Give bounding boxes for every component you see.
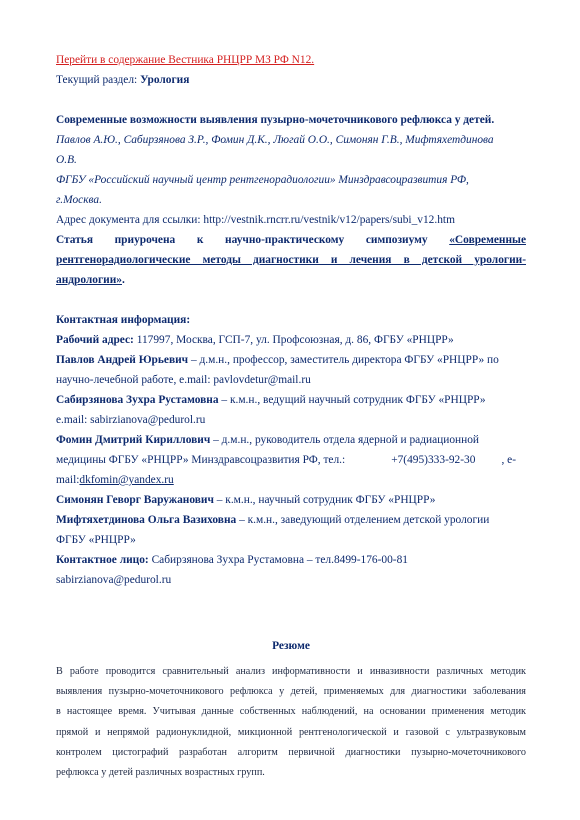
work-value: 117997, Москва, ГСП-7, ул. Профсоюзная, д. 86, ФГБУ «РНЦРР» bbox=[133, 334, 454, 346]
sabir-email: e.mail: sabirzianova@pedurol.ru bbox=[56, 414, 206, 426]
pavlov-info: – д.м.н., профессор, заместитель директора ФГБУ «РНЦРР» по bbox=[188, 354, 499, 366]
symposium-line-2 bbox=[56, 250, 526, 270]
address-label: Адрес документа для ссылки: bbox=[56, 214, 204, 226]
resume-line: прямой и непрямой радионуклидной, микционной рентгенологической и газовой с ультразвуковым bbox=[56, 726, 526, 738]
document-page bbox=[56, 50, 526, 783]
mif-line-2: ФГБУ «РНЦРР» bbox=[56, 534, 136, 546]
spacer bbox=[56, 290, 526, 310]
pavlov-line bbox=[56, 350, 526, 370]
contact-label: Контактное лицо: bbox=[56, 554, 149, 566]
pavlov-name: Павлов Андрей Юрьевич bbox=[56, 354, 189, 366]
symposium-line-3 bbox=[56, 270, 526, 290]
fomin-phone: +7(495)333-92-30 bbox=[391, 454, 476, 466]
address-line bbox=[56, 210, 526, 230]
mif-info: – к.м.н., заведующий отделением детской урологии bbox=[236, 514, 490, 526]
simon-info: – к.м.н., научный сотрудник ФГБУ «РНЦРР» bbox=[213, 494, 436, 506]
fomin-name: Фомин Дмитрий Кириллович bbox=[56, 434, 211, 446]
simon-line bbox=[56, 490, 526, 510]
spacer bbox=[56, 90, 526, 110]
simon-name: Симонян Геворг Варужанович bbox=[56, 494, 214, 506]
contents-link[interactable]: Перейти в содержание Вестника РНЦРР МЗ РФ N12. bbox=[56, 54, 315, 66]
resume-line: контролем цистографий разработан алгоритм первичной диагностики пузырно-мочеточникового bbox=[56, 746, 526, 758]
work-address bbox=[56, 330, 526, 350]
sabir-info: – к.м.н., ведущий научный сотрудник ФГБУ «РНЦРР» bbox=[218, 394, 486, 406]
pavlov-line-2: научно-лечебной работе, e.mail: pavlovdetur@mail.ru bbox=[56, 374, 311, 386]
resume-line: в настоящее время. Учитывая данные собственных наблюдений, на основании применения методик bbox=[56, 706, 526, 718]
contact-email: sabirzianova@pedurol.ru bbox=[56, 574, 172, 586]
sabir-name: Сабирзянова Зухра Рустамовна bbox=[56, 394, 219, 406]
fomin-mail-link[interactable]: dkfomin@yandex.ru bbox=[79, 474, 174, 486]
org-line-1: ФГБУ «Российский научный центр рентгенорадиологии» Минздравсоцразвития РФ, bbox=[56, 174, 469, 186]
resume-body bbox=[56, 662, 526, 783]
spacer bbox=[56, 590, 526, 636]
symposium-link-1[interactable]: «Современные bbox=[449, 234, 526, 246]
contact-value: Сабирзянова Зухра Рустамовна – тел.8499-176-00-81 bbox=[148, 554, 408, 566]
resume-heading: Резюме bbox=[272, 640, 310, 652]
symposium-line-1 bbox=[56, 230, 526, 250]
contact-person-line bbox=[56, 550, 526, 570]
authors-line-1: Павлов А.Ю., Сабирзянова З.Р., Фомин Д.К., Люгай О.О., Симонян Г.В., Мифтяхетдинова bbox=[56, 134, 494, 146]
resume-line: рефлюкса у детей различных возрастных групп. bbox=[56, 767, 265, 779]
symposium-prefix: Статья приурочена к научно-практическому симпозиуму bbox=[56, 234, 450, 246]
fomin-mail-prefix: mail: bbox=[56, 474, 80, 486]
authors-line-2: О.В. bbox=[56, 154, 77, 166]
section-value: Урология bbox=[140, 74, 190, 86]
mif-line bbox=[56, 510, 526, 530]
contacts-heading: Контактная информация: bbox=[56, 314, 191, 326]
section-line bbox=[56, 70, 526, 90]
sabir-line bbox=[56, 390, 526, 410]
work-label: Рабочий адрес: bbox=[56, 334, 134, 346]
section-label: Текущий раздел: bbox=[56, 74, 141, 86]
fomin-info-2c: , e- bbox=[501, 454, 516, 466]
fomin-line-2 bbox=[56, 450, 526, 470]
resume-line: В работе проводится сравнительный анализ информативности и инвазивности различных методик bbox=[56, 666, 526, 677]
mif-name: Мифтяхетдинова Ольга Вазиховна bbox=[56, 514, 237, 526]
symposium-end: . bbox=[121, 274, 125, 286]
resume-line: выявления пузырно-мочеточникового рефлюкса у детей, применяемых для диагностики заболевания bbox=[56, 686, 526, 698]
fomin-info-2a: медицины ФГБУ «РНЦРР» Минздравсоцразвития РФ, тел.: bbox=[56, 454, 346, 466]
org-line-2: г.Москва. bbox=[56, 194, 102, 206]
symposium-link-2[interactable]: рентгенорадиологические методы диагностики и лечения в детской урологии- bbox=[56, 254, 526, 266]
fomin-line bbox=[56, 430, 526, 450]
address-url: http://vestnik.rncrr.ru/vestnik/v12/papers/subi_v12.htm bbox=[203, 214, 455, 226]
fomin-info: – д.м.н., руководитель отдела ядерной и радиационной bbox=[210, 434, 480, 446]
fomin-mail-line bbox=[56, 470, 526, 490]
symposium-link-3[interactable]: андрологии» bbox=[56, 274, 122, 286]
article-title: Современные возможности выявления пузырно-мочеточникового рефлюкса у детей. bbox=[56, 114, 495, 126]
nav-line bbox=[56, 50, 526, 70]
